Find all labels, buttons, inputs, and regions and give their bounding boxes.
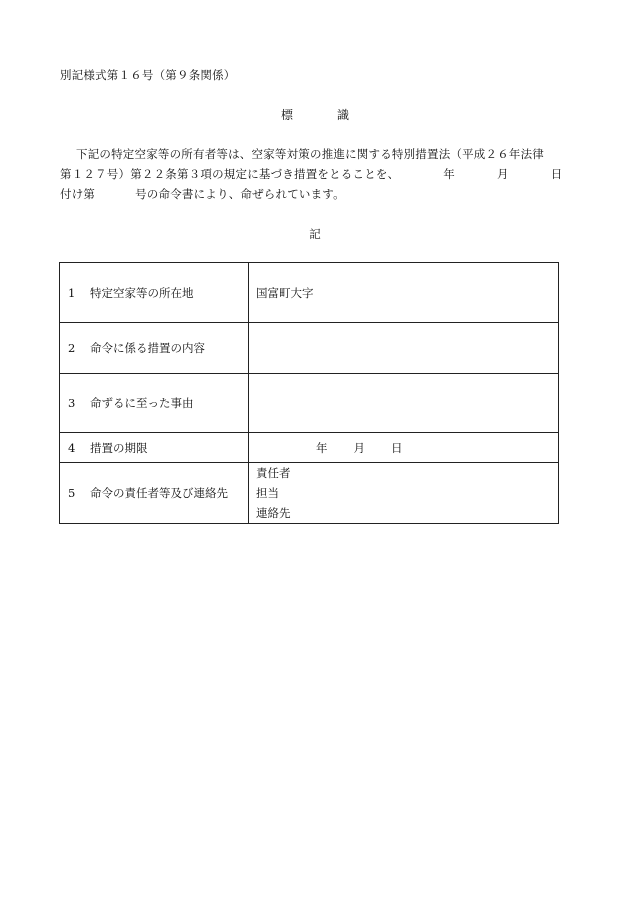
order-date-month: 月 <box>497 167 509 181</box>
title-char-2: 識 <box>337 108 350 122</box>
document-title <box>0 106 630 123</box>
body-text-line-3 <box>60 186 572 202</box>
deadline-month: 月 <box>353 440 365 455</box>
row-number: 1 <box>68 285 76 300</box>
row-label-cell <box>60 433 249 463</box>
table-row <box>60 463 559 524</box>
title-char-1: 標 <box>280 108 293 122</box>
body-line-2-text: 第１２７号）第２２条第３項の規定に基づき措置をとることを、 <box>60 167 400 181</box>
row-label-cell <box>60 263 249 323</box>
table-row <box>60 433 559 463</box>
contact-responsible-label: 責任者 <box>256 466 291 480</box>
row-label: 措置の期限 <box>90 440 148 455</box>
row-label: 命ずるに至った事由 <box>90 396 194 410</box>
measure-content-value <box>249 323 559 374</box>
body-text-line-2 <box>60 166 572 182</box>
deadline-day: 日 <box>391 440 403 455</box>
order-date-year: 年 <box>443 167 455 181</box>
body-line-3-text: 号の命令書により、命ぜられています。 <box>135 187 345 201</box>
row-label: 命令の責任者等及び連絡先 <box>90 486 228 500</box>
details-table <box>59 262 559 524</box>
row-label-cell <box>60 374 249 433</box>
deadline-year: 年 <box>316 440 328 455</box>
row-label: 特定空家等の所在地 <box>90 285 194 300</box>
form-number: 別記様式第１６号（第９条関係） <box>60 68 236 82</box>
deadline-value <box>249 433 559 463</box>
contact-person-label: 担当 <box>256 486 279 500</box>
table-row <box>60 263 559 323</box>
row-label-cell <box>60 463 249 524</box>
body-text-line-1: 下記の特定空家等の所有者等は、空家等対策の推進に関する特別措置法（平成２６年法律 <box>76 147 544 161</box>
reason-value <box>249 374 559 433</box>
row-label: 命令に係る措置の内容 <box>90 341 205 355</box>
body-line-3-prefix: 付け第 <box>60 187 96 201</box>
location-value: 国富町大字 <box>249 263 559 323</box>
row-label-cell <box>60 323 249 374</box>
row-number: 2 <box>68 341 76 355</box>
contact-value <box>249 463 559 524</box>
table-row <box>60 323 559 374</box>
row-number: 5 <box>68 486 76 500</box>
table-row <box>60 374 559 433</box>
ki-heading: 記 <box>309 227 321 241</box>
contact-info-label: 連絡先 <box>256 506 291 520</box>
row-number: 4 <box>68 440 76 455</box>
order-date-day: 日 <box>550 167 563 181</box>
row-number: 3 <box>68 396 76 410</box>
